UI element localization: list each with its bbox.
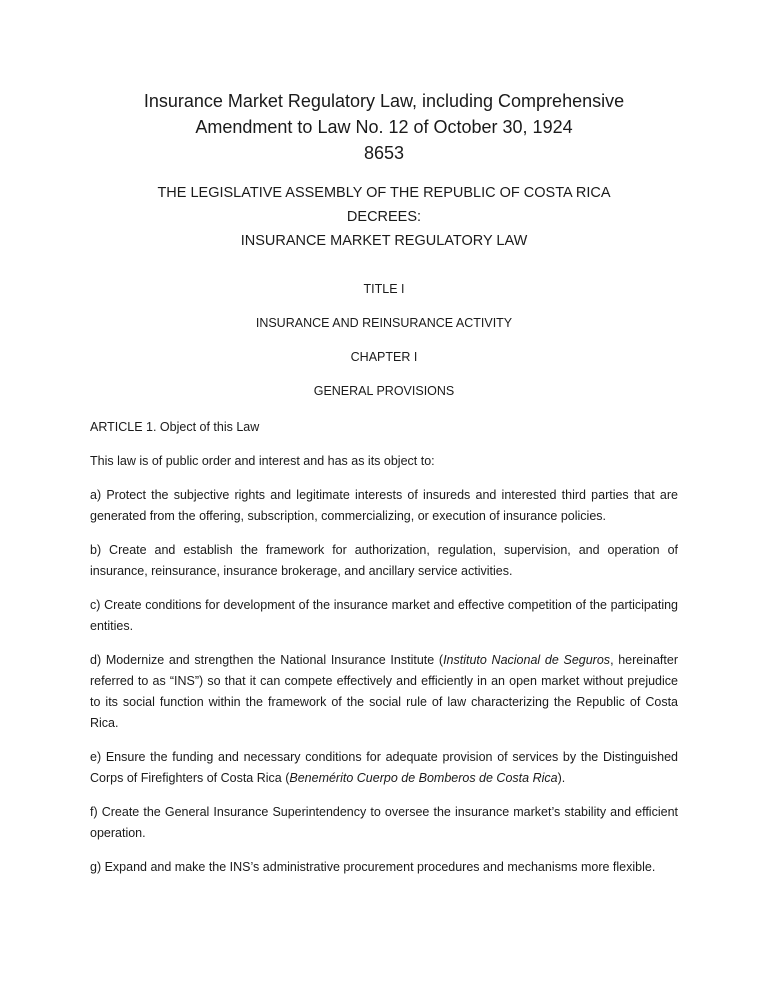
article-heading: ARTICLE 1. Object of this Law <box>90 420 260 434</box>
article-paragraph-e <box>90 747 678 789</box>
document-title-line: Insurance Market Regulatory Law, including Comprehensive <box>143 91 625 111</box>
decree-heading-line: THE LEGISLATIVE ASSEMBLY OF THE REPUBLIC OF COSTA RICA <box>157 185 611 201</box>
article-paragraphs <box>90 485 678 878</box>
article-paragraph-g <box>90 857 678 878</box>
article-paragraph-f <box>90 802 678 844</box>
document-title-law-number: 8653 <box>363 143 405 163</box>
paragraph-text: f) Create the General Insurance Superintendency to oversee the insurance market’s stability and efficient operation. <box>90 805 678 840</box>
document-title-line: Amendment to Law No. 12 of October 30, 1924 <box>195 117 573 137</box>
article-paragraph-a <box>90 485 678 527</box>
decree-heading-line: INSURANCE MARKET REGULATORY LAW <box>240 233 528 249</box>
article-paragraph-d <box>90 650 678 734</box>
section-headings <box>90 281 678 400</box>
italic-term: Instituto Nacional de Seguros <box>443 653 611 667</box>
section-heading-chapter-subject: GENERAL PROVISIONS <box>313 384 455 398</box>
paragraph-text: ). <box>557 771 566 785</box>
decree-heading <box>90 181 678 253</box>
paragraph-text: a) Protect the subjective rights and legitimate interests of insureds and interested third parties that are generated from the offering, subscription, commercializing, or execution of insurance policies. <box>90 488 678 523</box>
article-paragraph-c <box>90 595 678 637</box>
paragraph-text: b) Create and establish the framework for authorization, regulation, supervision, and operation of insurance, reinsurance, insurance brokerage, and ancillary service activities. <box>90 543 678 578</box>
decree-heading-line: DECREES: <box>346 209 422 225</box>
section-heading-title: TITLE I <box>363 282 405 296</box>
article-paragraph-b <box>90 540 678 582</box>
paragraph-text: d) Modernize and strengthen the National Insurance Institute ( <box>90 653 444 667</box>
section-heading-chapter: CHAPTER I <box>350 350 418 364</box>
article-intro: This law is of public order and interest and has as its object to: <box>90 454 435 468</box>
section-heading-subject: INSURANCE AND REINSURANCE ACTIVITY <box>255 316 513 330</box>
document-title <box>90 88 678 166</box>
paragraph-text: e) Ensure the funding and necessary conditions for adequate provision of services by the Distinguished Corps of Firefighters of Costa Rica ( <box>90 750 678 785</box>
italic-term: Benemérito Cuerpo de Bomberos de Costa Rica <box>289 771 558 785</box>
paragraph-text: , hereinafter referred to as “INS”) so that it can compete effectively and efficiently in an open market without prejudice to its social function within the framework of the social rule of law characterizing the Republic of Costa Rica. <box>90 653 678 730</box>
paragraph-text: c) Create conditions for development of the insurance market and effective competition of the participating entities. <box>90 598 678 633</box>
paragraph-text: g) Expand and make the INS’s administrative procurement procedures and mechanisms more flexible. <box>90 860 656 874</box>
